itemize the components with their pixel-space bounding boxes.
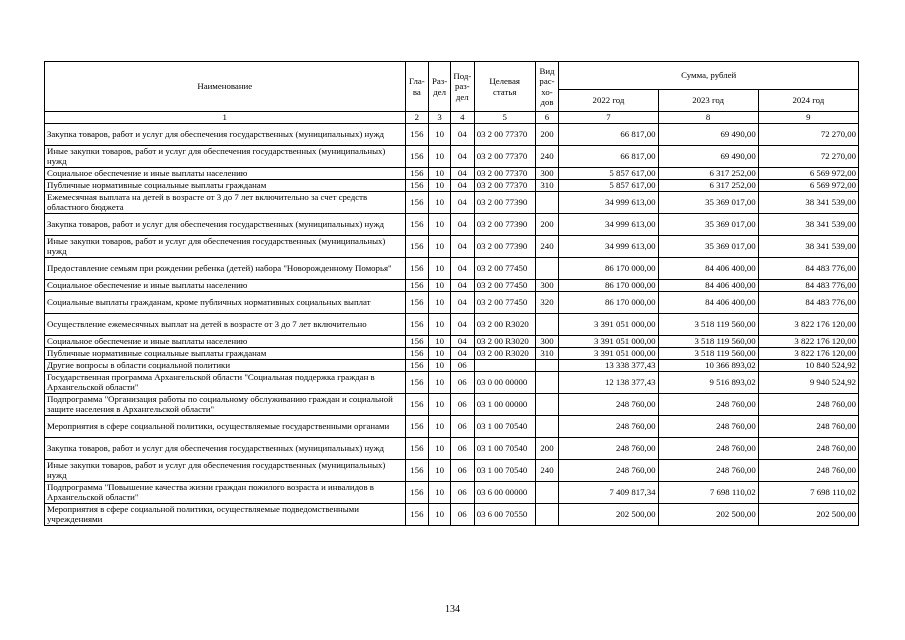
row-name: Государственная программа Архангельской области "Социальная поддержка граждан в Архангельской области" [45, 371, 406, 393]
row-vid [535, 393, 559, 415]
row-sum-2024: 84 483 776,00 [758, 257, 858, 279]
row-name: Другие вопросы в области социальной политики [45, 359, 406, 371]
row-sum-2023: 84 406 400,00 [658, 279, 758, 291]
row-glava: 156 [405, 393, 429, 415]
row-target: 03 1 00 70540 [474, 437, 535, 459]
row-sum-2022: 12 138 377,43 [559, 371, 658, 393]
table-row [45, 347, 859, 359]
row-name: Мероприятия в сфере социальной политики, осуществляемые подведомственными учреждениями [45, 503, 406, 525]
row-target: 03 0 00 00000 [474, 371, 535, 393]
row-sum-2023: 248 760,00 [658, 459, 758, 481]
row-podrazdel: 06 [450, 503, 474, 525]
row-razdel: 10 [429, 123, 451, 145]
row-razdel: 10 [429, 393, 451, 415]
table-row [45, 459, 859, 481]
row-name: Публичные нормативные социальные выплаты гражданам [45, 347, 406, 359]
row-podrazdel: 04 [450, 235, 474, 257]
row-target: 03 2 00 R3020 [474, 347, 535, 359]
page-number: 134 [445, 604, 460, 615]
row-glava: 156 [405, 279, 429, 291]
row-razdel: 10 [429, 291, 451, 313]
row-name: Закупка товаров, работ и услуг для обеспечения государственных (муниципальных) нужд [45, 123, 406, 145]
row-name: Иные закупки товаров, работ и услуг для обеспечения государственных (муниципальных) нужд [45, 235, 406, 257]
row-glava: 156 [405, 347, 429, 359]
row-target: 03 2 00 R3020 [474, 335, 535, 347]
row-podrazdel: 06 [450, 415, 474, 437]
budget-table [44, 61, 859, 526]
row-sum-2024: 3 822 176 120,00 [758, 335, 858, 347]
row-vid [535, 415, 559, 437]
row-name: Публичные нормативные социальные выплаты гражданам [45, 179, 406, 191]
row-sum-2024: 38 341 539,00 [758, 235, 858, 257]
header-vid: Вид рас-хо-дов [535, 62, 559, 112]
row-razdel: 10 [429, 313, 451, 335]
row-sum-2023: 69 490,00 [658, 123, 758, 145]
row-vid: 300 [535, 167, 559, 179]
row-podrazdel: 06 [450, 359, 474, 371]
header-year-2024: 2024 год [758, 90, 858, 112]
row-razdel: 10 [429, 179, 451, 191]
row-razdel: 10 [429, 335, 451, 347]
row-vid: 320 [535, 291, 559, 313]
row-vid: 310 [535, 347, 559, 359]
row-target: 03 1 00 70540 [474, 459, 535, 481]
table-row [45, 415, 859, 437]
col-num: 9 [758, 112, 858, 124]
row-glava: 156 [405, 291, 429, 313]
row-vid: 300 [535, 335, 559, 347]
row-glava: 156 [405, 459, 429, 481]
row-sum-2022: 86 170 000,00 [559, 257, 658, 279]
row-vid [535, 313, 559, 335]
row-name: Иные закупки товаров, работ и услуг для обеспечения государственных (муниципальных) нужд [45, 459, 406, 481]
row-target: 03 2 00 77450 [474, 279, 535, 291]
row-podrazdel: 04 [450, 167, 474, 179]
row-target: 03 2 00 77390 [474, 191, 535, 213]
row-glava: 156 [405, 335, 429, 347]
row-sum-2022: 3 391 051 000,00 [559, 347, 658, 359]
row-razdel: 10 [429, 347, 451, 359]
row-vid [535, 359, 559, 371]
row-razdel: 10 [429, 213, 451, 235]
row-vid: 200 [535, 437, 559, 459]
row-name: Социальное обеспечение и иные выплаты населению [45, 335, 406, 347]
row-razdel: 10 [429, 257, 451, 279]
header-sum: Сумма, рублей [559, 62, 859, 90]
row-vid: 300 [535, 279, 559, 291]
row-podrazdel: 04 [450, 179, 474, 191]
row-glava: 156 [405, 257, 429, 279]
header-target: Целевая статья [474, 62, 535, 112]
row-name: Мероприятия в сфере социальной политики, осуществляемые государственными органами [45, 415, 406, 437]
row-podrazdel: 04 [450, 313, 474, 335]
table-row [45, 279, 859, 291]
table-row [45, 167, 859, 179]
row-sum-2023: 3 518 119 560,00 [658, 313, 758, 335]
row-podrazdel: 06 [450, 371, 474, 393]
row-razdel: 10 [429, 415, 451, 437]
row-sum-2022: 66 817,00 [559, 123, 658, 145]
row-sum-2023: 35 369 017,00 [658, 213, 758, 235]
row-glava: 156 [405, 179, 429, 191]
col-num: 3 [429, 112, 451, 124]
row-sum-2024: 3 822 176 120,00 [758, 313, 858, 335]
row-sum-2023: 35 369 017,00 [658, 191, 758, 213]
row-sum-2022: 5 857 617,00 [559, 179, 658, 191]
table-row [45, 179, 859, 191]
table-body [45, 123, 859, 525]
row-name: Предоставление семьям при рождении ребенка (детей) набора "Новорожденному Поморья" [45, 257, 406, 279]
table-row [45, 145, 859, 167]
row-sum-2022: 248 760,00 [559, 437, 658, 459]
row-target [474, 359, 535, 371]
row-sum-2023: 84 406 400,00 [658, 291, 758, 313]
table-row [45, 503, 859, 525]
row-vid: 240 [535, 145, 559, 167]
row-podrazdel: 04 [450, 123, 474, 145]
row-sum-2024: 38 341 539,00 [758, 191, 858, 213]
row-sum-2022: 34 999 613,00 [559, 235, 658, 257]
table-row [45, 291, 859, 313]
row-podrazdel: 04 [450, 145, 474, 167]
row-podrazdel: 06 [450, 393, 474, 415]
row-glava: 156 [405, 235, 429, 257]
row-razdel: 10 [429, 459, 451, 481]
row-name: Социальное обеспечение и иные выплаты населению [45, 167, 406, 179]
table-row [45, 257, 859, 279]
row-vid: 200 [535, 123, 559, 145]
row-target: 03 2 00 77390 [474, 235, 535, 257]
row-sum-2023: 6 317 252,00 [658, 179, 758, 191]
row-podrazdel: 06 [450, 481, 474, 503]
row-glava: 156 [405, 359, 429, 371]
row-name: Ежемесячная выплата на детей в возрасте от 3 до 7 лет включительно за счет средств областного бюджета [45, 191, 406, 213]
row-sum-2023: 69 490,00 [658, 145, 758, 167]
row-razdel: 10 [429, 359, 451, 371]
row-target: 03 2 00 77370 [474, 145, 535, 167]
row-sum-2024: 3 822 176 120,00 [758, 347, 858, 359]
col-num: 1 [45, 112, 406, 124]
row-glava: 156 [405, 145, 429, 167]
row-sum-2024: 248 760,00 [758, 415, 858, 437]
row-razdel: 10 [429, 167, 451, 179]
row-target: 03 2 00 77370 [474, 167, 535, 179]
header-glava: Гла-ва [405, 62, 429, 112]
row-podrazdel: 04 [450, 279, 474, 291]
row-glava: 156 [405, 503, 429, 525]
row-name: Иные закупки товаров, работ и услуг для обеспечения государственных (муниципальных) нужд [45, 145, 406, 167]
row-sum-2023: 248 760,00 [658, 393, 758, 415]
row-sum-2024: 10 840 524,92 [758, 359, 858, 371]
row-vid: 240 [535, 235, 559, 257]
row-sum-2022: 248 760,00 [559, 393, 658, 415]
row-sum-2024: 248 760,00 [758, 459, 858, 481]
row-sum-2022: 7 409 817,34 [559, 481, 658, 503]
row-name: Социальные выплаты гражданам, кроме публичных нормативных социальных выплат [45, 291, 406, 313]
row-name: Социальное обеспечение и иные выплаты населению [45, 279, 406, 291]
row-podrazdel: 04 [450, 291, 474, 313]
row-glava: 156 [405, 371, 429, 393]
row-sum-2023: 10 366 893,02 [658, 359, 758, 371]
header-year-2022: 2022 год [559, 90, 658, 112]
row-sum-2023: 3 518 119 560,00 [658, 347, 758, 359]
row-sum-2023: 248 760,00 [658, 415, 758, 437]
row-vid: 310 [535, 179, 559, 191]
row-sum-2022: 3 391 051 000,00 [559, 335, 658, 347]
row-sum-2023: 6 317 252,00 [658, 167, 758, 179]
row-podrazdel: 04 [450, 335, 474, 347]
table-row [45, 481, 859, 503]
col-num: 8 [658, 112, 758, 124]
row-target: 03 2 00 77370 [474, 179, 535, 191]
table-row [45, 313, 859, 335]
row-razdel: 10 [429, 279, 451, 291]
row-sum-2024: 72 270,00 [758, 123, 858, 145]
row-name: Закупка товаров, работ и услуг для обеспечения государственных (муниципальных) нужд [45, 213, 406, 235]
table-row [45, 123, 859, 145]
row-sum-2022: 5 857 617,00 [559, 167, 658, 179]
row-target: 03 2 00 77450 [474, 291, 535, 313]
table-row [45, 371, 859, 393]
row-sum-2023: 84 406 400,00 [658, 257, 758, 279]
col-num: 2 [405, 112, 429, 124]
row-glava: 156 [405, 437, 429, 459]
row-sum-2024: 84 483 776,00 [758, 279, 858, 291]
row-razdel: 10 [429, 145, 451, 167]
col-num: 5 [474, 112, 535, 124]
row-sum-2024: 248 760,00 [758, 393, 858, 415]
row-vid: 240 [535, 459, 559, 481]
row-vid [535, 481, 559, 503]
row-sum-2022: 34 999 613,00 [559, 191, 658, 213]
row-name: Осуществление ежемесячных выплат на детей в возрасте от 3 до 7 лет включительно [45, 313, 406, 335]
row-target: 03 6 00 00000 [474, 481, 535, 503]
table-row [45, 437, 859, 459]
row-sum-2024: 38 341 539,00 [758, 213, 858, 235]
table-row [45, 335, 859, 347]
row-target: 03 2 00 77370 [474, 123, 535, 145]
row-podrazdel: 04 [450, 347, 474, 359]
row-razdel: 10 [429, 371, 451, 393]
table-row [45, 393, 859, 415]
row-glava: 156 [405, 415, 429, 437]
row-podrazdel: 06 [450, 459, 474, 481]
row-target: 03 6 00 70550 [474, 503, 535, 525]
row-glava: 156 [405, 313, 429, 335]
row-name: Закупка товаров, работ и услуг для обеспечения государственных (муниципальных) нужд [45, 437, 406, 459]
row-sum-2022: 86 170 000,00 [559, 279, 658, 291]
row-sum-2022: 86 170 000,00 [559, 291, 658, 313]
row-sum-2022: 248 760,00 [559, 415, 658, 437]
row-glava: 156 [405, 481, 429, 503]
header-razdel: Раз-дел [429, 62, 451, 112]
row-target: 03 2 00 77390 [474, 213, 535, 235]
header-podrazdel: Под-раз-дел [450, 62, 474, 112]
row-sum-2022: 66 817,00 [559, 145, 658, 167]
row-sum-2023: 9 516 893,02 [658, 371, 758, 393]
table-row [45, 191, 859, 213]
row-podrazdel: 06 [450, 437, 474, 459]
row-podrazdel: 04 [450, 191, 474, 213]
row-target: 03 1 00 70540 [474, 415, 535, 437]
row-sum-2024: 72 270,00 [758, 145, 858, 167]
row-vid [535, 371, 559, 393]
row-glava: 156 [405, 191, 429, 213]
row-razdel: 10 [429, 437, 451, 459]
row-razdel: 10 [429, 235, 451, 257]
row-sum-2024: 248 760,00 [758, 437, 858, 459]
row-sum-2024: 7 698 110,02 [758, 481, 858, 503]
row-podrazdel: 04 [450, 257, 474, 279]
row-name: Подпрограмма "Повышение качества жизни граждан пожилого возраста и инвалидов в Архангельской области" [45, 481, 406, 503]
row-sum-2023: 248 760,00 [658, 437, 758, 459]
table-row [45, 235, 859, 257]
row-target: 03 2 00 77450 [474, 257, 535, 279]
row-vid [535, 191, 559, 213]
row-sum-2024: 9 940 524,92 [758, 371, 858, 393]
row-sum-2024: 202 500,00 [758, 503, 858, 525]
row-sum-2023: 7 698 110,02 [658, 481, 758, 503]
row-sum-2022: 34 999 613,00 [559, 213, 658, 235]
table-row [45, 213, 859, 235]
row-sum-2023: 35 369 017,00 [658, 235, 758, 257]
col-num: 7 [559, 112, 658, 124]
row-sum-2023: 3 518 119 560,00 [658, 335, 758, 347]
row-target: 03 2 00 R3020 [474, 313, 535, 335]
header-name: Наименование [45, 62, 406, 112]
row-sum-2022: 13 338 377,43 [559, 359, 658, 371]
row-vid [535, 257, 559, 279]
row-razdel: 10 [429, 503, 451, 525]
row-glava: 156 [405, 167, 429, 179]
row-podrazdel: 04 [450, 213, 474, 235]
row-sum-2024: 84 483 776,00 [758, 291, 858, 313]
row-sum-2024: 6 569 972,00 [758, 179, 858, 191]
row-sum-2022: 3 391 051 000,00 [559, 313, 658, 335]
row-sum-2022: 248 760,00 [559, 459, 658, 481]
row-razdel: 10 [429, 481, 451, 503]
col-num: 4 [450, 112, 474, 124]
header-year-2023: 2023 год [658, 90, 758, 112]
row-glava: 156 [405, 213, 429, 235]
row-sum-2024: 6 569 972,00 [758, 167, 858, 179]
row-vid [535, 503, 559, 525]
row-vid: 200 [535, 213, 559, 235]
row-name: Подпрограмма "Организация работы по социальному обслуживанию граждан и социальной защите населения в Архангельской области" [45, 393, 406, 415]
col-num: 6 [535, 112, 559, 124]
row-glava: 156 [405, 123, 429, 145]
row-sum-2023: 202 500,00 [658, 503, 758, 525]
row-sum-2022: 202 500,00 [559, 503, 658, 525]
row-razdel: 10 [429, 191, 451, 213]
column-number-row [45, 112, 859, 124]
row-target: 03 1 00 00000 [474, 393, 535, 415]
table-row [45, 359, 859, 371]
